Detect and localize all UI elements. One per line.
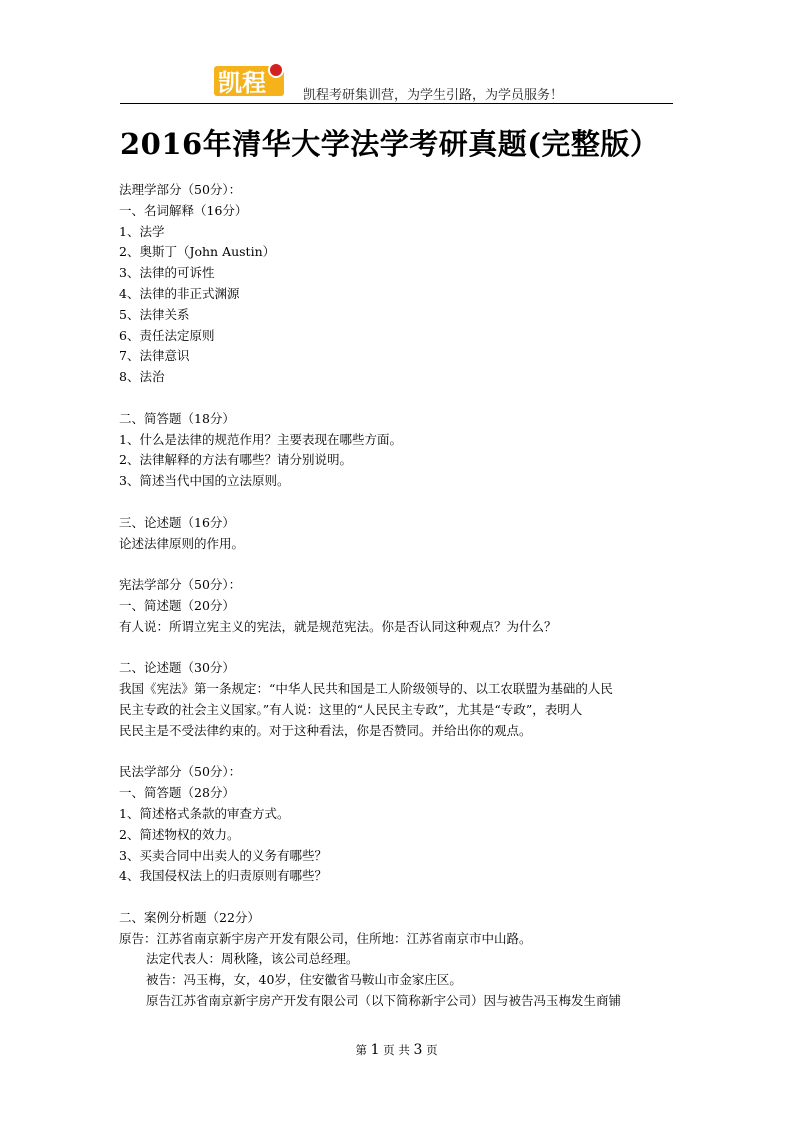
text-line: 一、简述题（20分） [119,597,235,613]
blank-line [119,492,679,513]
text-line: 2、法律解释的方法有哪些？请分别说明。 [119,452,352,468]
text-line: 民民主是不受法律约束的。对于这种看法，你是否赞同。并给出你的观点。 [119,722,532,738]
text-line: 5、法律关系 [119,306,190,322]
text-line: 7、法律意识 [119,348,190,364]
blank-line [119,638,679,659]
text-line: 民主专政的社会主义国家。”有人说：这里的“人民民主专政”，尤其是“专政”，表明人 [119,701,583,717]
text-line: 4、我国侵权法上的归责原则有哪些？ [119,868,327,884]
text-line: 2、简述物权的效力。 [119,826,240,842]
blank-line [119,742,679,763]
text-line: 法定代表人：周秋隆，该公司总经理。 [146,951,359,967]
document-title: 2016年清华大学法学考研真题(完整版） [120,127,660,161]
footer-prefix: 第 [355,1043,367,1057]
footer-middle: 页 共 [383,1043,410,1057]
blank-line [119,388,679,409]
text-line: 原告江苏省南京新宇房产开发有限公司（以下简称新宇公司）因与被告冯玉梅发生商铺 [146,993,622,1009]
text-line: 三、论述题（16分） [119,514,235,530]
text-line: 8、法治 [119,369,165,385]
text-line: 2、奥斯丁（John Austin） [119,244,276,260]
text-line: 1、什么是法律的规范作用？主要表现在哪些方面。 [119,431,402,447]
text-line: 宪法学部分（50分）： [119,577,242,593]
text-line: 原告：江苏省南京新宇房产开发有限公司，住所地：江苏省南京市中山路。 [119,930,532,946]
kaicheng-logo [212,58,288,98]
page-footer [0,1042,793,1058]
text-line: 二、案例分析题（22分） [119,909,260,925]
text-line: 3、买卖合同中出卖人的义务有哪些？ [119,847,327,863]
text-line: 1、简述格式条款的审查方式。 [119,805,290,821]
header-slogan: 凯程考研集训营，为学生引路，为学员服务！ [303,88,564,103]
text-line: 论述法律原则的作用。 [119,535,245,551]
text-line: 1、法学 [119,223,165,239]
text-line: 有人说：所谓立宪主义的宪法，就是规范宪法。你是否认同这种观点？为什么？ [119,618,557,634]
blank-line [119,887,679,908]
text-line: 二、简答题（18分） [119,410,235,426]
text-line: 一、名词解释（16分） [119,202,248,218]
svg-text:凯程: 凯程 [218,69,266,97]
blank-line [119,554,679,575]
current-page: 1 [370,1042,380,1058]
total-pages: 3 [413,1042,423,1058]
text-line: 4、法律的非正式渊源 [119,285,240,301]
document-body [119,180,679,1012]
text-line: 我国《宪法》第一条规定：“中华人民共和国是工人阶级领导的、以工农联盟为基础的人民 [119,681,613,697]
text-line: 3、法律的可诉性 [119,265,215,281]
text-line: 3、简述当代中国的立法原则。 [119,473,290,489]
text-line: 二、论述题（30分） [119,660,235,676]
text-line: 6、责任法定原则 [119,327,215,343]
header-divider [120,103,673,104]
text-line: 民法学部分（50分）： [119,764,242,780]
footer-suffix: 页 [426,1043,438,1057]
text-line: 被告：冯玉梅，女，40岁，住安徽省马鞍山市金家庄区。 [146,972,462,988]
text-line: 一、简答题（28分） [119,785,235,801]
text-line: 法理学部分（50分）： [119,182,242,197]
